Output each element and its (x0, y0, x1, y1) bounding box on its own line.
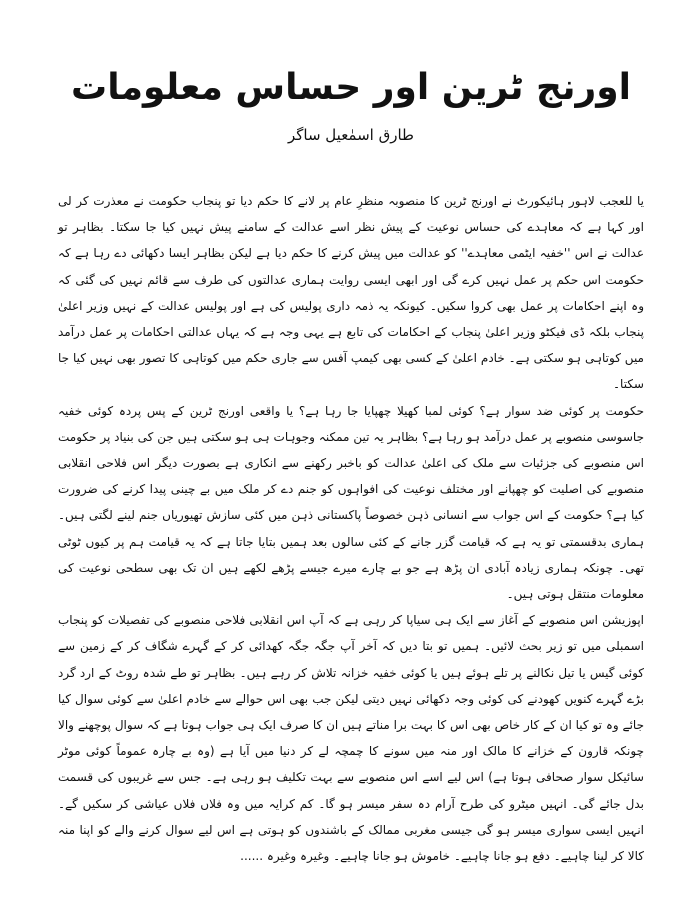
article-body (58, 188, 644, 869)
article-author: طارق اسمٰعیل ساگر (287, 126, 414, 144)
paragraph-3: اپوزیشن اس منصوبے کے آغاز سے ایک ہی سیاپا کر رہی ہے کہ آپ اس انقلابی فلاحی منصوبے کی تفصیلات کو پنجاب اسمبلی میں تو زیر بحث لائیں۔ ہمیں تو بتا دیں کہ آخر آپ جگہ جگہ کھدائی کر کے گہرے شگاف کر کے زمین سے کوئی گیس یا تیل نکالنے پر تلے ہوئے ہیں یا کوئی خفیہ خزانہ تلاش کر رہے ہیں۔ بظاہر تو طے شدہ روٹ کے ارد گرد بڑے گہرے کنویں کھودنے کی کوئی وجہ دکھائی نہیں دیتی لیکن جب بھی اس حوالے سے خادم اعلیٰ سے کوئی سوال کیا جائے وہ تو کیا ان کے کار خاص بھی اس کا بہت برا مناتے ہیں ان کا صرف ایک ہی جواب ہوتا ہے کہ سوال پوچھنے والا چونکہ قارون کے خزانے کا مالک اور منہ میں سونے کا چمچہ لے کر دنیا میں آیا ہے (وہ بے چارہ عموماً کوئی موٹر سائیکل سوار صحافی ہوتا ہے) اس لیے اسے اس منصوبے سے بہت تکلیف ہو رہی ہے۔ جس سے غریبوں کی قسمت بدل جائے گی۔ انہیں میٹرو کی طرح آرام دہ سفر میسر ہو گا۔ کم کرایہ میں وہ فلاں فلاں عیاشی کر سکیں گے۔ انہیں ایسی سواری میسر ہو گی جیسی مغربی ممالک کے باشندوں کو ہوتی ہے اس لیے سوال کرنے والے کو اپنا منہ کالا کر لینا چاہیے۔ دفع ہو جانا چاہیے۔ خاموش ہو جانا چاہیے۔ وغیرہ وغیرہ ...... (58, 613, 644, 864)
paragraph-2: حکومت پر کوئی ضد سوار ہے؟ کوئی لمبا کھیلا چھپایا جا رہا ہے؟ یا واقعی اورنج ٹرین کے پس پردہ کوئی خفیہ جاسوسی منصوبے پر عمل درآمد ہو رہا ہے؟ بظاہر یہ تین ممکنہ وجوہات ہی ہو سکتی ہیں جن کی بنیاد پر حکومت اس منصوبے کی جزئیات سے ملک کی اعلیٰ عدالت کو باخبر رکھنے سے انکاری ہے بصورت دیگر اس فلاحی انقلابی منصوبے کی اصلیت کو چھپانے اور مختلف نوعیت کی افواہوں کو جنم دے کر ملک میں بے چینی پیدا کرنے کی ضرورت کیا ہے؟ حکومت کے اس جواب سے انسانی ذہن خصوصاً پاکستانی ذہن میں کئی سازش تھیوریاں جنم لینے لگتی ہیں۔ ہماری بدقسمتی تو یہ ہے کہ قیامت گزر جانے کے کئی سالوں بعد ہمیں بتایا جاتا ہے کہ یہ قیامت ہم پر کیوں ٹوٹی تھی۔ چونکہ ہماری زیادہ آبادی ان پڑھ ہے جو بے چارے میرے جیسے پڑھے لکھے ہیں ان تک بھی سطحی نوعیت کی معلومات منتقل ہوتی ہیں۔ (58, 403, 645, 602)
paragraph-1: یا للعجب لاہور ہائیکورٹ نے اورنج ٹرین کا منصوبہ منظرِ عام پر لانے کا حکم دیا تو پنجاب حکومت نے معذرت کر لی اور کہا ہے کہ معاہدے کی حساس نوعیت کے پیش نظر اسے عدالت کے سامنے پیش نہیں کیا جا سکتا۔ بظاہر تو عدالت نے اس ''خفیہ ایٹمی معاہدے'' کو عدالت میں پیش کرنے کا حکم دیا ہے لیکن بظاہر ایسا دکھائی دے رہا ہے کہ حکومت اس حکم پر عمل نہیں کرے گی اور ابھی ایسی روایت ہماری عدالتوں کی طرف سے قائم نہیں کی گئی کہ وہ اپنے احکامات پر عمل بھی کروا سکیں۔ کیونکہ یہ ذمہ داری پولیس کی ہے اور پولیس عدالت کے نہیں وزیر اعلیٰ پنجاب بلکہ ڈی فیکٹو وزیر اعلیٰ پنجاب کے احکامات کی تابع ہے یہی وجہ ہے کہ یہاں عدالتی احکامات پر عمل درآمد میں کوتاہی ہو سکتی ہے۔ خادم اعلیٰ کے کسی بھی کیمپ آفس سے جاری حکم میں کوتاہی کا تصور بھی نہیں کیا جا سکتا۔ (58, 194, 644, 392)
article-title: اورنج ٹرین اور حساس معلومات (71, 67, 631, 108)
